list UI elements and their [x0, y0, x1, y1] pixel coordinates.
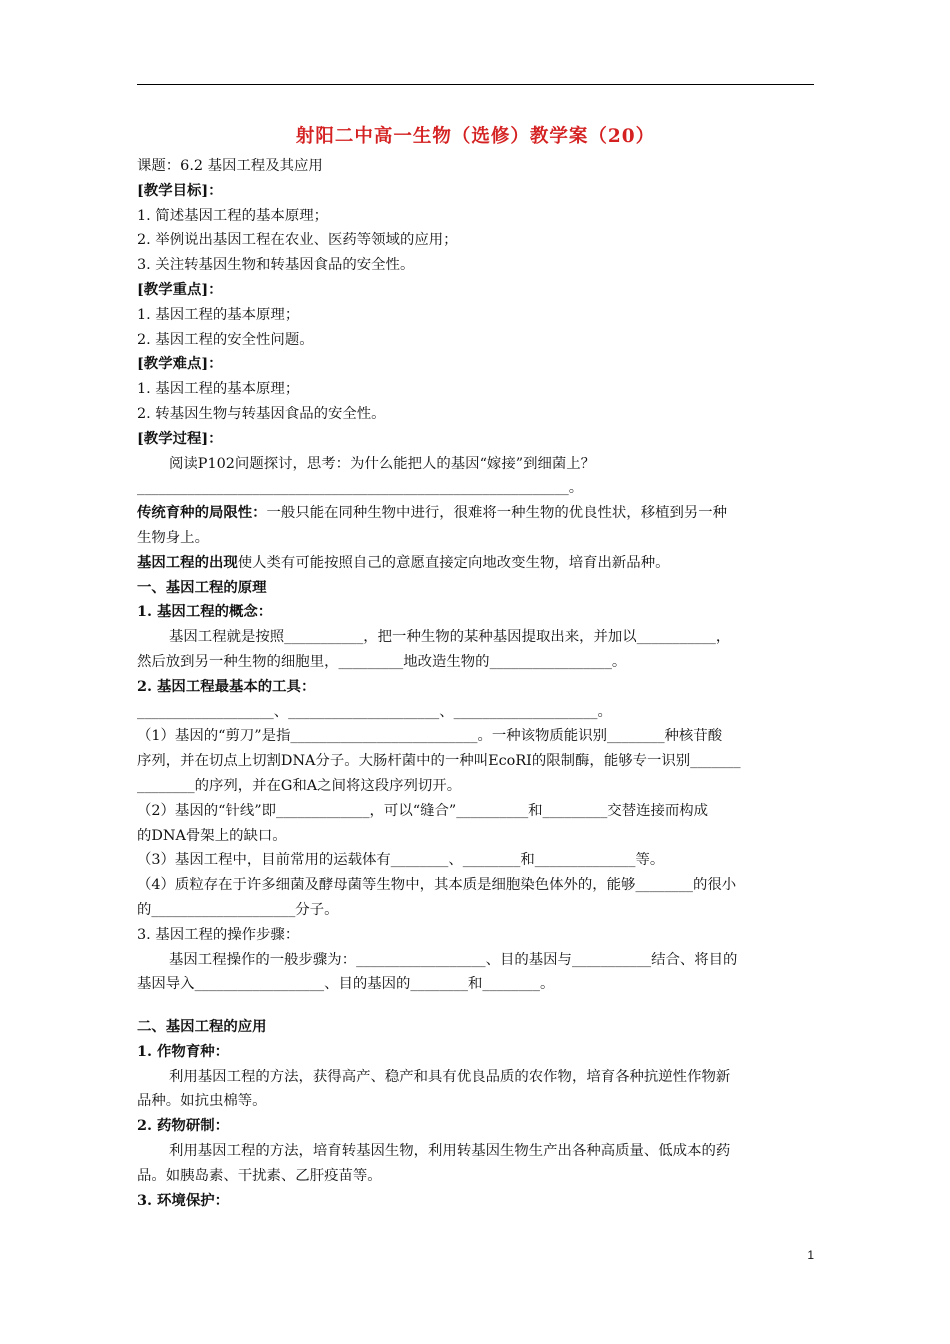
reading-answer-blank: ____________________________________________________________。	[137, 480, 584, 497]
goals-heading: [教学目标]：	[137, 181, 223, 199]
steps-line: 基因工程操作的一般步骤为：__________________、目的基因与___________结合、将目的	[169, 951, 738, 968]
goal-item: 3. 关注转基因生物和转基因食品的安全性。	[137, 257, 415, 274]
limitation-term: 传统育种的局限性：	[137, 504, 267, 522]
difficult-heading: [教学难点]：	[137, 355, 223, 373]
page-number: 1	[807, 1248, 814, 1262]
reading-question: 阅读P102问题探讨，思考：为什么能把人的基因“嫁接”到细菌上？	[169, 455, 596, 472]
steps-line: 基因导入__________________、目的基因的________和________。	[137, 976, 555, 993]
emergence-paragraph	[137, 551, 814, 576]
scissors-line: 序列，并在切点上切割DNA分子。大肠杆菌中的一种叫EcoRI的限制酶，能够专一识别_______	[137, 753, 741, 770]
drug-line: 品。如胰岛素、干扰素、乙肝疫苗等。	[137, 1167, 382, 1184]
scissors-line: ________的序列，并在G和A之间将这段序列切开。	[137, 777, 462, 794]
emergence-text: 使人类有可能按照自己的意愿直接定向地改变生物，培育出新品种。	[237, 554, 670, 571]
subsection-environment: 3. 环境保护：	[137, 1191, 229, 1209]
process-heading: [教学过程]：	[137, 429, 223, 447]
limitation-text-cont: 生物身上。	[137, 529, 209, 546]
section-2-heading: 二、基因工程的应用	[137, 1018, 267, 1036]
key-item: 2. 基因工程的安全性问题。	[137, 331, 314, 348]
limitation-text: 一般只能在同种生物中进行，很难将一种生物的优良性状，移植到另一种	[266, 505, 728, 522]
goal-item: 2. 举例说出基因工程在农业、医药等领域的应用；	[137, 232, 458, 249]
section-1-heading: 一、基因工程的原理	[137, 578, 267, 596]
subsection-drug: 2. 药物研制：	[137, 1117, 229, 1135]
subsection-steps: 3. 基因工程的操作步骤：	[137, 926, 300, 943]
tools-blank: ___________________、_____________________、____________________。	[137, 703, 612, 720]
difficult-item: 2. 转基因生物与转基因食品的安全性。	[137, 405, 386, 422]
plasmid-line: （4）质粒存在于许多细菌及酵母菌等生物中，其本质是细胞染色体外的，能够________的很小	[137, 877, 737, 894]
crop-line: 利用基因工程的方法，获得高产、稳产和具有优良品质的农作物，培育各种抗逆性作物新	[169, 1068, 731, 1085]
document-title: 射阳二中高一生物（选修）教学案（20）	[295, 126, 656, 147]
vector-line: （3）基因工程中，目前常用的运载体有________、________和______________等。	[137, 852, 665, 869]
subsection-concept: 1. 基因工程的概念：	[137, 603, 273, 621]
header-rule	[137, 84, 814, 85]
subsection-crop: 1. 作物育种：	[137, 1042, 229, 1060]
plasmid-line: 的____________________分子。	[137, 901, 339, 918]
emergence-term: 基因工程的出现	[137, 553, 238, 571]
subsection-tools: 2. 基因工程最基本的工具：	[137, 677, 316, 695]
needle-line: （2）基因的“针线”即_____________，可以“缝合”__________和_________交替连接而构成	[137, 802, 709, 819]
crop-line: 品种。如抗虫棉等。	[137, 1093, 267, 1110]
goal-item: 1. 简述基因工程的基本原理；	[137, 207, 328, 224]
key-heading: [教学重点]：	[137, 280, 223, 298]
needle-line: 的DNA骨架上的缺口。	[137, 827, 287, 844]
concept-line: 然后放到另一种生物的细胞里，_________地改造生物的_________________。	[137, 653, 627, 670]
section-gap	[137, 997, 814, 1015]
drug-line: 利用基因工程的方法，培育转基因生物，利用转基因生物生产出各种高质量、低成本的药	[169, 1143, 731, 1160]
key-item: 1. 基因工程的基本原理；	[137, 306, 300, 323]
limitation-paragraph	[137, 501, 814, 526]
document-body	[137, 120, 814, 1213]
concept-line: 基因工程就是按照___________，把一种生物的某种基因提取出来，并加以___________，	[169, 629, 731, 646]
lesson-topic: 课题：6.2 基因工程及其应用	[137, 158, 323, 174]
scissors-line: （1）基因的“剪刀”是指__________________________。一种该物质能识别________种核苷酸	[137, 728, 723, 745]
difficult-item: 1. 基因工程的基本原理；	[137, 381, 300, 398]
